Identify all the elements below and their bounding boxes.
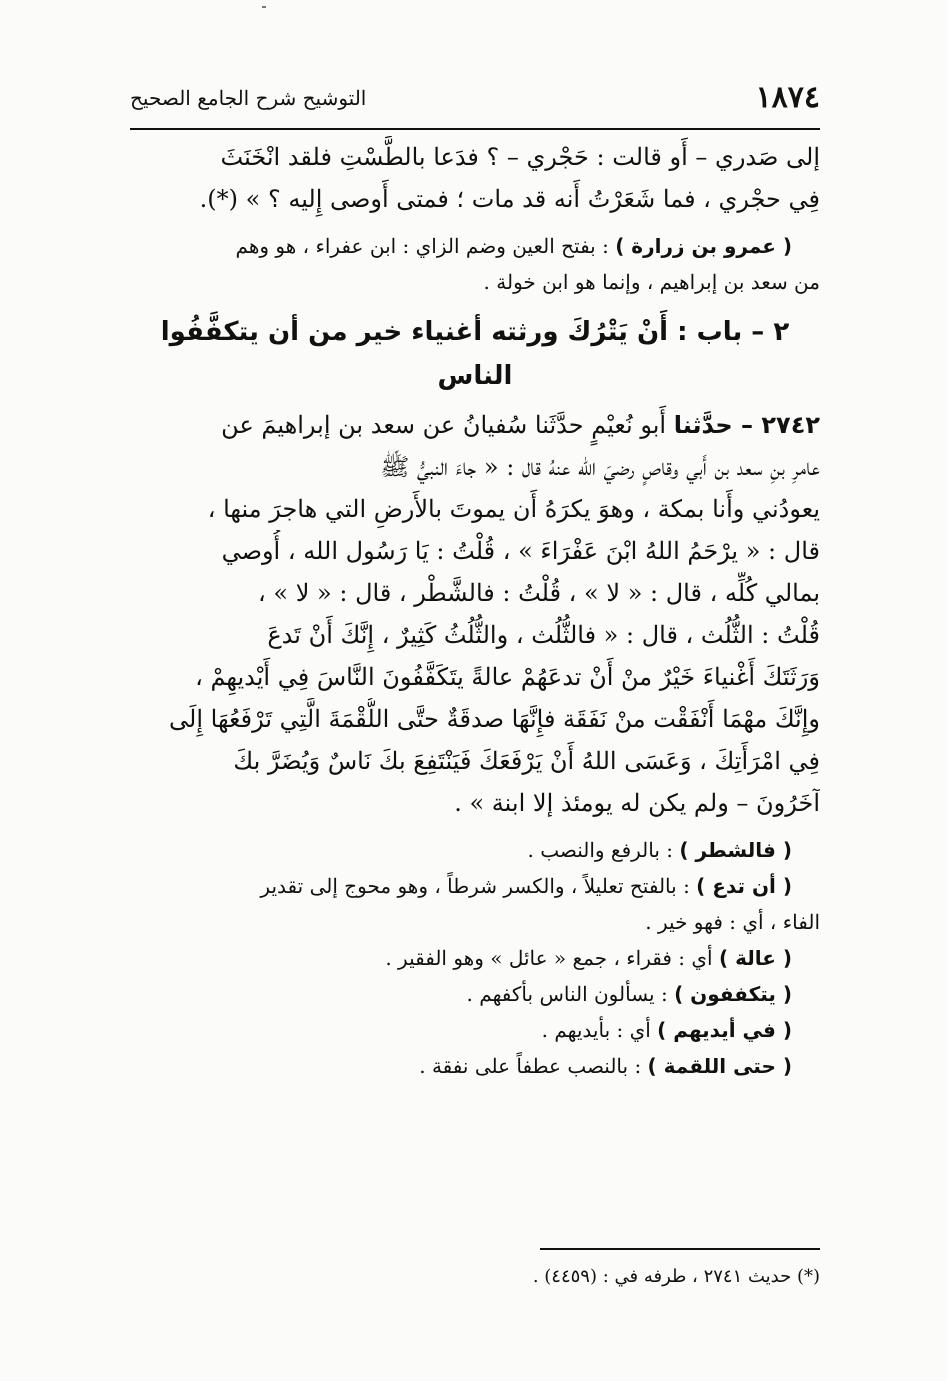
gloss-text: أي : فقراء ، جمع « عائل » وهو الفقير .	[385, 946, 719, 970]
hadith-line: عامرِ بنِ سعد بن أَبي وقاصٍ رضيَ الله عنهُ قال : « جاءَ النبيُّ ﷺ	[380, 453, 820, 481]
page-number: ١٨٧٤	[755, 80, 820, 115]
hadith-line: فِي امْرَأَتِكَ ، وَعَسَى اللهُ أَنْ يَرْفَعَكَ فَيَنْتَفِعَ بكَ نَاسٌ وَيُضَرَّ بكَ	[233, 747, 820, 775]
footnote-rule	[540, 1248, 820, 1250]
header-rule	[130, 128, 820, 130]
running-title: التوشيح شرح الجامع الصحيح	[130, 86, 367, 110]
continuation-line: فِي حجْري ، فما شَعَرْتُ أَنه قد مات ؛ فمتى أَوصى إِليه ؟ » (*).	[199, 185, 820, 213]
gloss-term: ( في أيديهم )	[657, 1018, 792, 1042]
gloss-term: ( يتكففون )	[674, 982, 792, 1006]
chapter-heading: ٢ – باب : أَنْ يَتْرُكَ ورثته أغنياء خير من أن يتكفَّفُوا الناس	[160, 317, 790, 391]
note-amr-line: من سعد بن إبراهيم ، وإنما هو ابن خولة .	[483, 270, 820, 294]
gloss-line	[130, 976, 820, 1012]
gloss-text: : بالنصب عطفاً على نفقة .	[419, 1054, 648, 1078]
gloss-term: ( فالشطر )	[679, 838, 792, 862]
gloss-line: الفاء ، أي : فهو خير .	[645, 910, 820, 934]
gloss-term: ( أن تدع )	[696, 874, 792, 898]
footnote: (*) حديث ٢٧٤١ ، طرفه في : (٤٤٥٩) .	[532, 1266, 820, 1287]
hadith-line: يعودُني وأَنا بمكة ، وهوَ يكرَهُ أَن يموتَ بالأَرضِ التي هاجرَ منها ،	[207, 495, 820, 523]
hadith-line: بمالي كُلِّه ، قال : « لا » ، قُلْتُ : فالشَّطْر ، قال : « لا » ،	[258, 579, 820, 607]
hadith-line: قال : « يرْحَمُ اللهُ ابْنَ عَفْرَاءَ » ، قُلْتُ : يَا رَسُول الله ، أُوصي	[221, 537, 820, 565]
gloss-line	[130, 868, 820, 904]
hadith-line: قُلْتُ : الثُّلُث ، قال : « فالثُّلُث ، والثُّلُثُ كَثِيرٌ ، إِنَّكَ أَنْ تَدعَ	[267, 621, 820, 649]
hadith-line: آخَرُونَ – ولم يكن له يومئذ إلا ابنة » .	[454, 789, 820, 817]
note-amr	[130, 228, 820, 300]
continuation-line: إلى صَدري – أَو قالت : حَجْري – ؟ فدَعا بالطَّسْتِ فلقد انْخَنَثَ	[220, 143, 820, 171]
gloss-term: ( عالة )	[718, 946, 792, 970]
gloss-line	[130, 1048, 820, 1084]
hadith-line	[130, 404, 820, 446]
gloss-text: : بالرفع والنصب .	[527, 838, 680, 862]
hadith-line: وَرَثَتَكَ أَغْنياءَ خَيْرٌ منْ أَنْ تدعَهُمْ عالةً يتَكَفَّفُونَ النَّاسَ فِي أَيْديهِمْ ،	[195, 663, 820, 691]
hadith-number: ٢٧٤٢ – حدَّثنا	[673, 411, 820, 439]
note-text: : بفتح العين وضم الزاي : ابن عفراء ، هو وهم	[235, 234, 616, 258]
note-amr-line	[130, 228, 820, 264]
glosses	[130, 832, 820, 1084]
gloss-line	[130, 1012, 820, 1048]
gloss-text: أي : بأيديهم .	[541, 1018, 658, 1042]
page-body	[130, 136, 820, 1084]
gloss-line	[130, 940, 820, 976]
note-term: ( عمرو بن زرارة )	[615, 234, 792, 258]
scan-speck	[262, 6, 266, 8]
gloss-text: : يسألون الناس بأكفهم .	[466, 982, 675, 1006]
gloss-line	[130, 832, 820, 868]
hadith-text: أَبو نُعيْمٍ حدَّثَنا سُفيانُ عن سعد بن إبراهيمَ عن	[221, 411, 674, 439]
gloss-term: ( حتى اللقمة )	[647, 1054, 792, 1078]
hadith-block	[130, 404, 820, 824]
page-header	[130, 78, 820, 122]
hadith-line: وإِنَّكَ مهْمَا أَنْفَقْت منْ نَفَقَة فإِنَّهَا صدقَةٌ حتَّى اللُّقْمَةَ الَّتِي تَرْفَعُهَا إِلَى	[169, 705, 820, 733]
gloss-text: : بالفتح تعليلاً ، والكسر شرطاً ، وهو محوج إلى تقدير	[260, 874, 697, 898]
